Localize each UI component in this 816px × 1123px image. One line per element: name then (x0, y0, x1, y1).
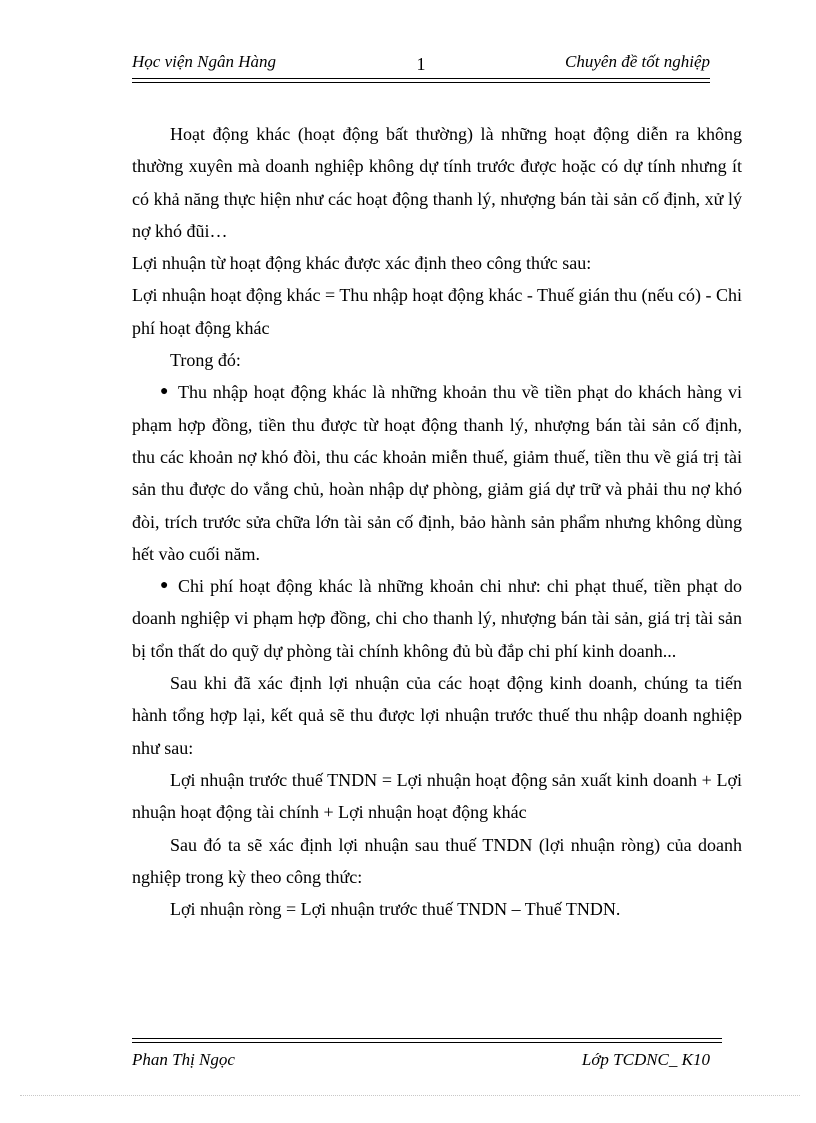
paragraph-formula-intro: Lợi nhuận từ hoạt động khác được xác định theo công thức sau: (132, 253, 592, 274)
bullet-icon: ● (160, 384, 169, 400)
header-institution: Học viện Ngân Hàng (132, 52, 277, 71)
page-header (132, 52, 710, 74)
paragraph-net-profit-intro: Sau đó ta sẽ xác định lợi nhuận sau thuế TNDN (lợi nhuận ròng) của doanh nghiệp trong kỳ theo công thức: (132, 834, 742, 887)
bullet-other-expenses-text: Chi phí hoạt động khác là những khoản chi như: chi phạt thuế, tiền phạt do doanh nghiệp vi phạm hợp đồng, chi cho thanh lý, nhượng bán tài sản, giá trị tài sản bị tổn thất do quỹ dự phòng tài chính không đủ bù đắp chi phí kinh doanh... (132, 576, 742, 661)
bullet-other-expenses (132, 570, 742, 667)
page-edge-divider (20, 1095, 800, 1096)
footer-author: Phan Thị Ngọc (132, 1050, 235, 1069)
footer-class: Lớp TCDNC_ K10 (581, 1050, 710, 1069)
paragraph-other-activities: Hoạt động khác (hoạt động bất thường) là những hoạt động diễn ra không thường xuyên mà doanh nghiệp không dự tính trước được hoặc có dự tính nhưng ít có khả năng thực hiện như các hoạt động thanh lý, nhượng bán tài sản cố định, xử lý nợ khó đũi… (132, 124, 742, 241)
page-number: 1 (416, 54, 426, 74)
bullet-other-income (132, 376, 742, 570)
paragraph-aggregate: Sau khi đã xác định lợi nhuận của các hoạt động kinh doanh, chúng ta tiến hành tổng hợp lại, kết quả sẽ thu được lợi nhuận trước thuế thu nhập doanh nghiệp như sau: (132, 673, 742, 758)
footer-rule-bottom (132, 1042, 722, 1043)
document-body (132, 118, 742, 925)
page-footer (132, 1050, 710, 1072)
paragraph-other-profit-formula: Lợi nhuận hoạt động khác = Thu nhập hoạt động khác - Thuế gián thu (nếu có) - Chi phí hoạt động khác (132, 285, 742, 338)
bullet-icon: ● (160, 578, 169, 594)
header-rule-top (132, 78, 710, 79)
paragraph-where: Trong đó: (170, 350, 241, 371)
bullet-other-income-text: Thu nhập hoạt động khác là những khoản thu về tiền phạt do khách hàng vi phạm hợp đồng, tiền thu được từ hoạt động thanh lý, nhượng bán tài sản cố định, thu các khoản nợ khó đòi, thu các khoản miễn thuế, giảm thuế, tiền thu về giá trị tài sản thu được do vắng chủ, hoàn nhập dự phòng, giảm giá dự trữ và phải thu nợ khó đòi, trích trước sửa chữa lớn tài sản cố định, bảo hành sản phẩm nhưng không dùng hết vào cuối năm. (132, 382, 742, 564)
header-rule-bottom (132, 82, 710, 83)
paragraph-pretax-profit-formula: Lợi nhuận trước thuế TNDN = Lợi nhuận hoạt động sản xuất kinh doanh + Lợi nhuận hoạt động tài chính + Lợi nhuận hoạt động khác (132, 769, 742, 823)
footer-rule-top (132, 1038, 722, 1039)
paragraph-net-profit-formula: Lợi nhuận ròng = Lợi nhuận trước thuế TNDN – Thuế TNDN. (170, 899, 621, 920)
header-subject: Chuyên đề tốt nghiệp (565, 52, 710, 71)
